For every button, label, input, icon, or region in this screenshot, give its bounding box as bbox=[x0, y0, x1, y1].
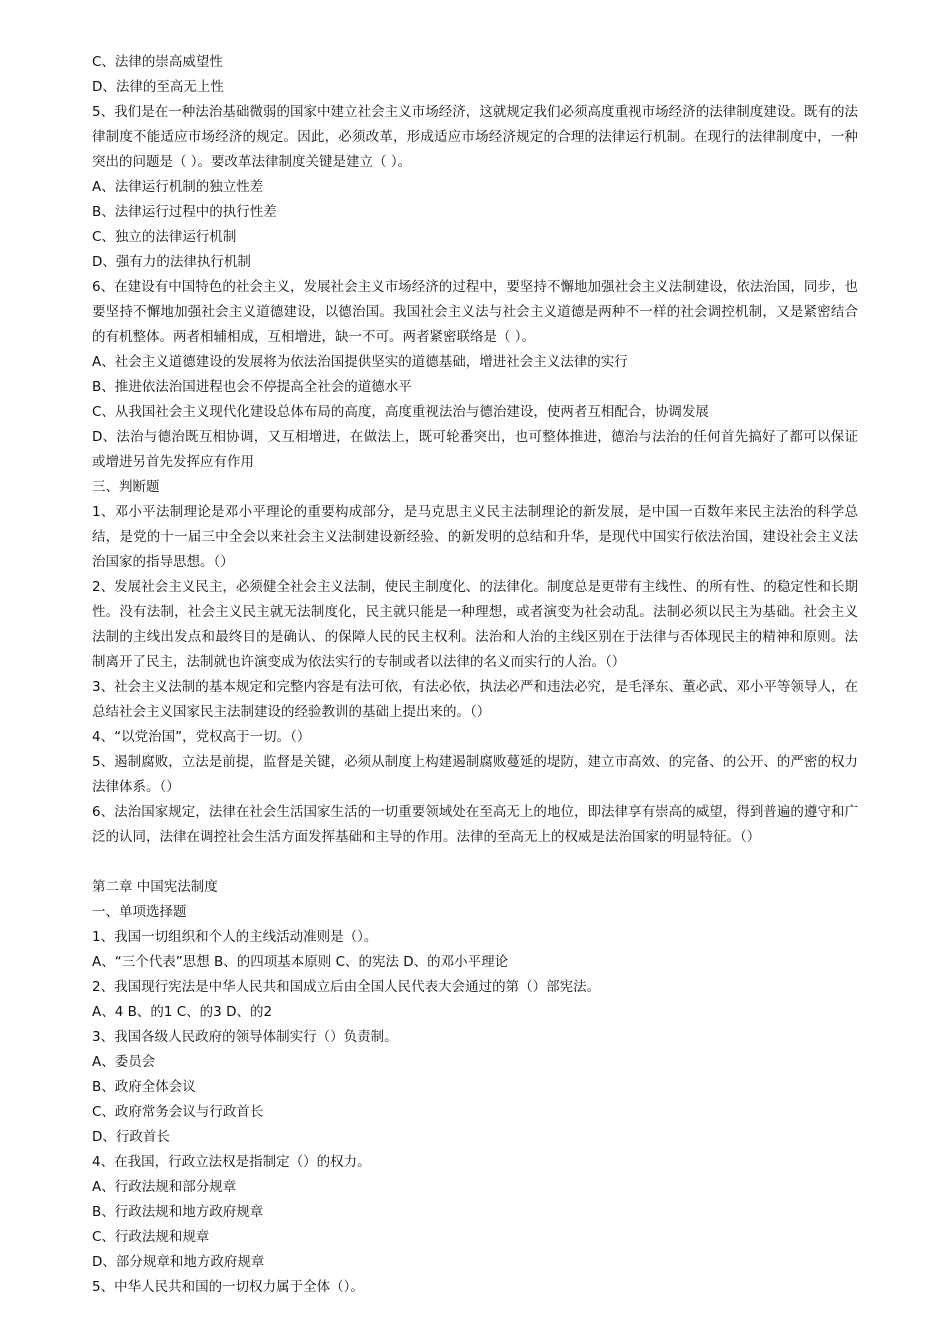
paragraph-line: 1、我国一切组织和个人的主线活动准则是（）。 bbox=[92, 929, 378, 945]
paragraph-line: 2、发展社会主义民主，必须健全社会主义法制，使民主制度化、的法律化。制度总是更带有主线性、的所有性、的稳定性和长期性。没有法制，社会主义民主就无法制度化，民主就只能是一种理想，或者演变为社会动乱。法制必须以民主为基础。社会主义法制的主线出发点和最终目的是确认、的保障人民的民主权利。法治和人治的主线区别在于法律与否体现民主的精神和原则。法制离开了民主，法制就也许演变成为依法实行的专制或者以法律的名义而实行的人治。（） bbox=[92, 579, 858, 670]
paragraph-line: 6、法治国家规定，法律在社会生活国家生活的一切重要领域处在至高无上的地位，即法律享有崇高的威望，得到普遍的遵守和广泛的认同，法律在调控社会生活方面发挥基础和主导的作用。法律的至高无上的权威是法治国家的明显特征。（） bbox=[92, 804, 858, 845]
paragraph-line: D、行政首长 bbox=[92, 1129, 170, 1145]
paragraph-line: 5、中华人民共和国的一切权力属于全体（）。 bbox=[92, 1279, 364, 1295]
paragraph-line: A、“三个代表”思想 B、的四项基本原则 C、的宪法 D、的邓小平理论 bbox=[92, 954, 509, 970]
paragraph-line: C、独立的法律运行机制 bbox=[92, 229, 237, 245]
paragraph-line: C、从我国社会主义现代化建设总体布局的高度，高度重视法治与德治建设，使两者互相配合，协调发展 bbox=[92, 404, 709, 420]
paragraph-line: D、法律的至高无上性 bbox=[92, 79, 224, 95]
paragraph-line: 一、单项选择题 bbox=[92, 904, 187, 920]
paragraph-line: C、行政法规和规章 bbox=[92, 1229, 210, 1245]
paragraph-line: A、委员会 bbox=[92, 1054, 156, 1070]
paragraph-line: 4、在我国，行政立法权是指制定（）的权力。 bbox=[92, 1154, 371, 1170]
paragraph-line: A、法律运行机制的独立性差 bbox=[92, 179, 264, 195]
paragraph-line: A、4 B、的1 C、的3 D、的2 bbox=[92, 1004, 273, 1020]
paragraph-line: A、社会主义道德建设的发展将为依法治国提供坚实的道德基础，增进社会主义法律的实行 bbox=[92, 354, 628, 370]
paragraph-line: B、行政法规和地方政府规章 bbox=[92, 1204, 264, 1220]
text-block-chapter-two-constitution bbox=[92, 875, 858, 1300]
paragraph-line: A、行政法规和部分规章 bbox=[92, 1179, 237, 1195]
paragraph-line: C、法律的崇高威望性 bbox=[92, 54, 223, 70]
paragraph-line: D、法治与德治既互相协调，又互相增进，在做法上，既可轮番突出，也可整体推进，德治与法治的任何首先搞好了都可以保证或增进另首先发挥应有作用 bbox=[92, 429, 858, 470]
paragraph-line: 5、遏制腐败，立法是前提，监督是关键，必须从制度上构建遏制腐败蔓延的堤防，建立市高效、的完备、的公开、的严密的权力法律体系。（） bbox=[92, 754, 858, 795]
paragraph-line: D、部分规章和地方政府规章 bbox=[92, 1254, 265, 1270]
paragraph-line: 3、我国各级人民政府的领导体制实行（）负责制。 bbox=[92, 1029, 398, 1045]
paragraph-line: B、推进依法治国进程也会不停提高全社会的道德水平 bbox=[92, 379, 412, 395]
paragraph-line: 1、邓小平法制理论是邓小平理论的重要构成部分，是马克思主义民主法制理论的新发展，是中国一百数年来民主法治的科学总结，是党的十一届三中全会以来社会主义法制建设新经验、的新发明的总结和升华，是现代中国实行依法治国，建设社会主义法治国家的指导思想。（） bbox=[92, 504, 858, 570]
paragraph-line: B、法律运行过程中的执行性差 bbox=[92, 204, 277, 220]
paragraph-line: C、政府常务会议与行政首长 bbox=[92, 1104, 264, 1120]
paragraph-line: 3、社会主义法制的基本规定和完整内容是有法可依，有法必依，执法必严和违法必究，是毛泽东、董必武、邓小平等领导人，在总结社会主义国家民主法制建设的经验教训的基础上提出来的。（） bbox=[92, 679, 858, 720]
section-gap bbox=[92, 850, 858, 875]
paragraph-line: 三、判断题 bbox=[92, 479, 160, 495]
paragraph-line: 4、“以党治国”，党权高于一切。（） bbox=[92, 729, 311, 745]
paragraph-line: 2、我国现行宪法是中华人民共和国成立后由全国人民代表大会通过的第（）部宪法。 bbox=[92, 979, 601, 995]
paragraph-line: B、政府全体会议 bbox=[92, 1079, 196, 1095]
paragraph-line: 6、在建设有中国特色的社会主义，发展社会主义市场经济的过程中，要坚持不懈地加强社会主义法制建设，依法治国，同步，也要坚持不懈地加强社会主义道德建设，以德治国。我国社会主义法与社会主义道德是两种不一样的社会调控机制，又是紧密结合的有机整体。两者相辅相成，互相增进，缺一不可。两者紧密联络是（ ）。 bbox=[92, 279, 858, 345]
paragraph-line: 5、我们是在一种法治基础微弱的国家中建立社会主义市场经济，这就规定我们必须高度重视市场经济的法律制度建设。既有的法律制度不能适应市场经济的规定。因此，必须改革，形成适应市场经济规定的合理的法律运行机制。在现行的法律制度中，一种突出的问题是（ ）。要改革法律制度关键是建立（ ）。 bbox=[92, 104, 858, 170]
text-block-chapter-one-questions bbox=[92, 50, 858, 850]
paragraph-line: D、强有力的法律执行机制 bbox=[92, 254, 251, 270]
paragraph-line: 第二章 中国宪法制度 bbox=[92, 879, 218, 895]
